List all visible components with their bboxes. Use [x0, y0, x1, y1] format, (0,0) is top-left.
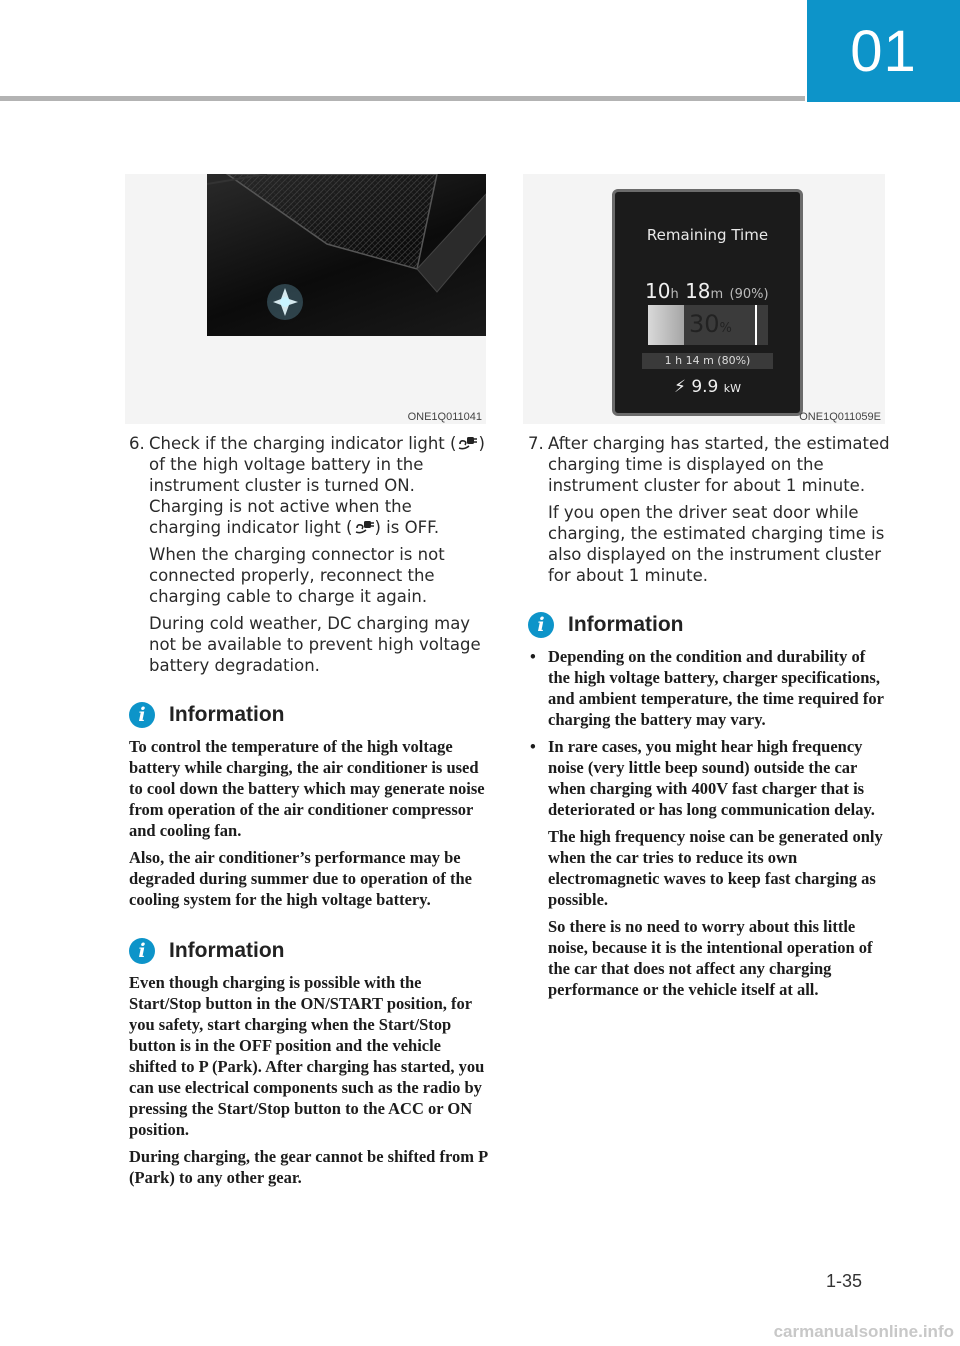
- step-number: 6.: [129, 434, 145, 453]
- info-title: Information: [568, 613, 684, 636]
- state-of-charge: [689, 310, 732, 338]
- bullet-text: • Depending on the condition and durability of the high voltage battery, charger specifications, and ambient temperature, the time required for charging the battery may vary.: [548, 647, 884, 729]
- info-bullet-list: [528, 646, 890, 1000]
- figure-charging-indicator: [125, 174, 486, 424]
- power-value: 9.9: [691, 377, 719, 397]
- info-bullet: [528, 736, 890, 1000]
- charging-indicator-glow: [267, 284, 303, 320]
- soc-unit: %: [719, 321, 732, 336]
- figure-caption: ONE1Q011041: [407, 411, 482, 423]
- step-6: [129, 433, 489, 676]
- instrument-cluster: [612, 189, 803, 416]
- step-6-paragraph-1: [149, 433, 489, 538]
- info-body: [129, 736, 489, 910]
- charging-indicator-icon: [456, 435, 478, 451]
- bullet-text: • In rare cases, you might hear high frequency noise (very little beep sound) outside the car when charging with 400V fast charger that is deteriorated or has long communication delay.: [548, 737, 875, 819]
- info-box-2: [129, 938, 489, 1188]
- watermark: carmanualsonline.info: [773, 1322, 954, 1341]
- dashboard-photo: [207, 174, 486, 336]
- info-bullet: [528, 646, 890, 730]
- info-title: Information: [169, 703, 285, 726]
- info-icon: i: [528, 612, 554, 638]
- step-6-paragraph-3: During cold weather, DC charging may not be available to prevent high voltage battery degradation.: [149, 614, 481, 675]
- step-number: 7.: [528, 434, 544, 453]
- hours-unit: h: [670, 287, 679, 302]
- step-7-paragraph-2: If you open the driver seat door while charging, the estimated charging time is also displayed on the instrument cluster for about 1 minute.: [548, 503, 885, 585]
- minutes-value: 18: [685, 279, 711, 303]
- info-header: [129, 938, 489, 964]
- bolt-icon: ⚡: [673, 377, 686, 397]
- hours-value: 10: [645, 279, 671, 303]
- secondary-time-strip: 1 h 14 m (80%): [642, 353, 773, 369]
- step-6-paragraph-2: When the charging connector is not connected properly, reconnect the charging cable to charge it again.: [149, 545, 445, 606]
- text-segment: Check if the charging indicator light (: [149, 434, 457, 453]
- charging-indicator-icon: [353, 519, 375, 535]
- figure-caption: ONE1Q011059E: [799, 411, 881, 423]
- soc-value: 30: [689, 310, 720, 338]
- charging-power: [615, 377, 800, 397]
- bullet-text: So there is no need to worry about this little noise, because it is the intentional operation of the car that does not affect any charging performance or the vehicle itself at all.: [548, 917, 873, 999]
- remaining-time-readout: [645, 279, 769, 303]
- info-title: Information: [169, 939, 285, 962]
- info-icon: i: [129, 702, 155, 728]
- power-unit: kW: [723, 382, 742, 395]
- info-paragraph: Even though charging is possible with the Start/Stop button in the ON/START position, for you safety, start charging when the Start/Stop button is in the OFF position and the vehicle shifted to P (Park). After charging has started, you can use electrical components such as the radio by pressing the Start/Stop button to the ACC or ON position.: [129, 973, 485, 1139]
- figure-remaining-time: [523, 174, 885, 424]
- info-icon: i: [129, 938, 155, 964]
- step-7-paragraph-1: After charging has started, the estimated charging time is displayed on the instrument cluster for about 1 minute.: [548, 434, 890, 495]
- info-paragraph: During charging, the gear cannot be shifted from P (Park) to any other gear.: [129, 1147, 488, 1187]
- header-rule: [0, 96, 805, 101]
- step-7: [528, 433, 890, 586]
- info-body: [528, 646, 890, 1000]
- page-number: 1-35: [825, 1271, 862, 1291]
- bullet-text: The high frequency noise can be generated only when the car tries to reduce its own electromagnetic waves to keep fast charging as possible.: [548, 827, 883, 909]
- minutes-unit: m: [710, 287, 724, 302]
- cluster-title: Remaining Time: [646, 226, 769, 244]
- charge-level-fill: [648, 305, 684, 345]
- info-paragraph: Also, the air conditioner’s performance may be degraded during summer due to operation of the cooling system for the high voltage battery.: [129, 848, 472, 909]
- target-level-marker: [755, 305, 757, 345]
- text-segment: ) of the high voltage battery in the instrument cluster is turned ON. Charging is not active when the charging indicator light (: [149, 434, 485, 537]
- dashboard-illustration: [207, 174, 486, 336]
- info-header: [528, 612, 890, 638]
- info-body: [129, 972, 489, 1188]
- info-header: [129, 702, 489, 728]
- right-column: [528, 433, 890, 1006]
- info-paragraph: To control the temperature of the high voltage battery while charging, the air conditioner is used to cool down the battery which may generate noise from operation of the air conditioner compressor and cooling fan.: [129, 737, 485, 840]
- info-box-1: [129, 702, 489, 910]
- text-segment: ) is OFF.: [374, 518, 440, 537]
- left-column: [129, 433, 489, 1194]
- info-box-3: [528, 612, 890, 1000]
- target-percent: (90%): [729, 287, 769, 302]
- chapter-tab: 01: [807, 0, 960, 102]
